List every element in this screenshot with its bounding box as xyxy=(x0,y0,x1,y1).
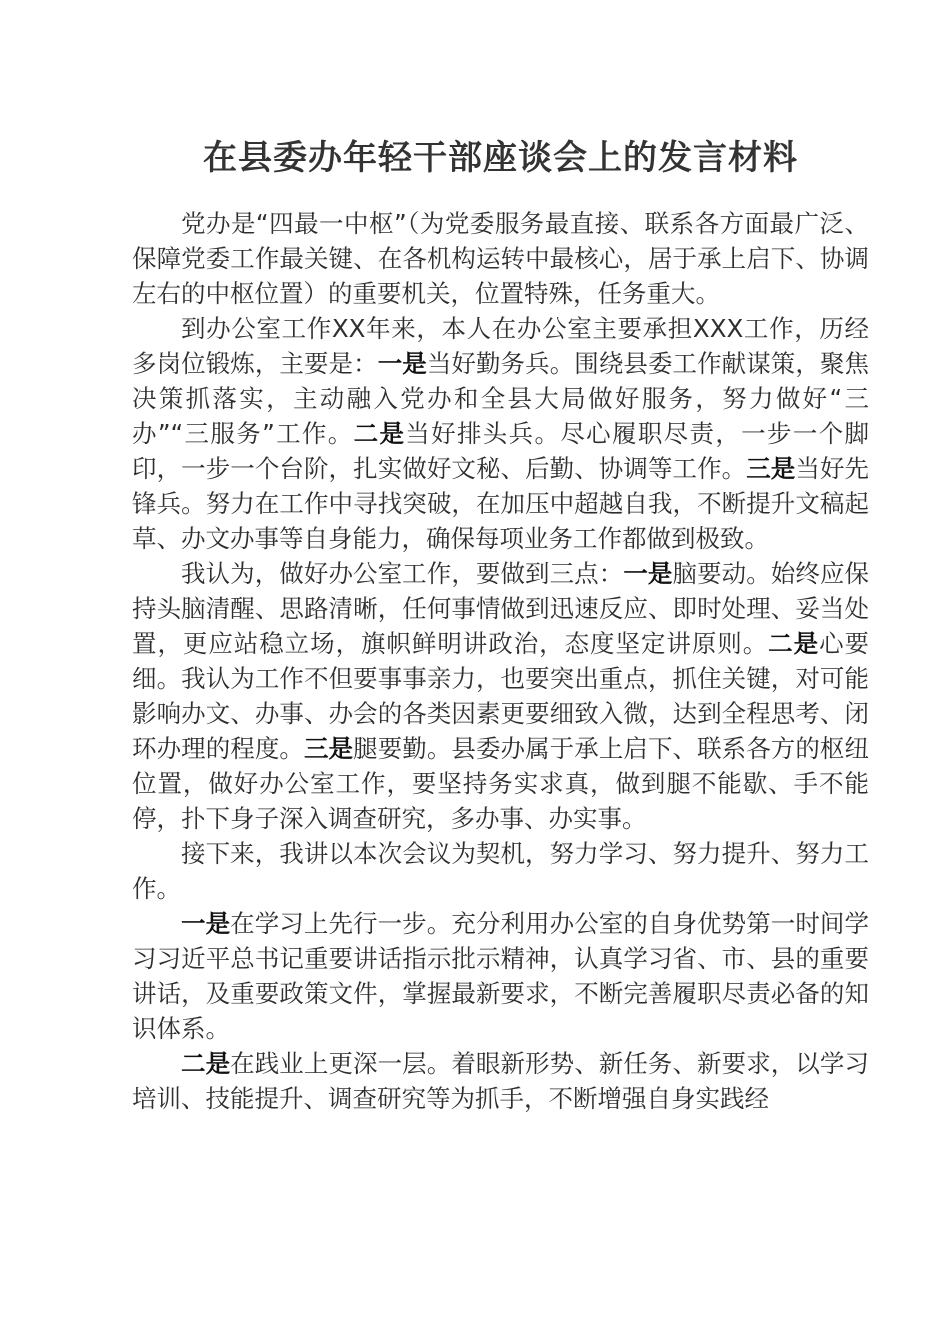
paragraph-text: 心要细。我认为工作不但要事事亲力，也要突出重点，抓住关键，对可能影响办文、办事、办会的各类因素更要细致入微，达到全程思考、闭环办理的程度。 xyxy=(132,629,870,763)
paragraph-5 xyxy=(132,906,869,1046)
document-page xyxy=(132,130,869,1116)
bold-lead: 三是 xyxy=(746,454,796,483)
paragraph-text: 在学习上先行一步。充分利用办公室的自身优势第一时间学习习近平总书记重要讲话指示批示精神，认真学习省、市、县的重要讲话，及重要政策文件，掌握最新要求，不断完善履职尽责必备的知识体系。 xyxy=(132,909,870,1043)
paragraph-text: 当好排头兵。尽心履职尽责，一步一个脚印，一步一个台阶，扎实做好文秘、后勤、协调等工作。 xyxy=(132,419,870,483)
paragraph-text: 当好先锋兵。努力在工作中寻找突破，在加压中超越自我，不断提升文稿起草、办文办事等自身能力，确保每项业务工作都做到极致。 xyxy=(132,454,870,553)
paragraph-text: 党办是“四最一中枢”（为党委服务最直接、联系各方面最广泛、保障党委工作最关键、在各机构运转中最核心，居于承上启下、协调左右的中枢位置）的重要机关，位置特殊，任务重大。 xyxy=(132,209,869,308)
bold-lead: 二是 xyxy=(181,1049,231,1078)
bold-lead: 一是 xyxy=(181,909,231,938)
paragraph-text: 我认为，做好办公室工作，要做到三点： xyxy=(181,559,624,588)
bold-lead: 一是 xyxy=(623,559,673,588)
document-title: 在县委办年轻干部座谈会上的发言材料 xyxy=(203,138,798,178)
paragraph-2 xyxy=(132,311,869,556)
paragraph-4 xyxy=(132,836,869,906)
paragraph-3 xyxy=(132,556,869,836)
paragraph-6 xyxy=(132,1046,869,1116)
bold-lead: 二是 xyxy=(768,629,820,658)
paragraph-text: 在践业上更深一层。着眼新形势、新任务、新要求，以学习培训、技能提升、调查研究等为抓手，不断增强自身实践经 xyxy=(132,1049,870,1113)
paragraph-text: 腿要勤。县委办属于承上启下、联系各方的枢纽位置，做好办公室工作，要坚持务实求真，做到腿不能歇、手不能停，扑下身子深入调查研究，多办事、办实事。 xyxy=(132,734,870,833)
bold-lead: 一是 xyxy=(377,349,427,378)
paragraph-text: 接下来，我讲以本次会议为契机，努力学习、努力提升、努力工作。 xyxy=(132,839,869,903)
paragraph-1 xyxy=(132,206,869,311)
bold-lead: 三是 xyxy=(303,734,354,763)
paragraph-text: 当好勤务兵。围绕县委工作献谋策，聚焦决策抓落实，主动融入党办和全县大局做好服务，努力做好“三办”“三服务”工作。 xyxy=(132,349,870,448)
paragraph-text: 脑要动。始终应保持头脑清醒、思路清晰，任何事情做到迅速反应、即时处理、妥当处置，更应站稳立场，旗帜鲜明讲政治，态度坚定讲原则。 xyxy=(132,559,870,658)
bold-lead: 二是 xyxy=(353,419,406,448)
paragraph-text: 到办公室工作XX年来，本人在办公室主要承担XXX工作，历经多岗位锻炼，主要是： xyxy=(132,314,869,378)
